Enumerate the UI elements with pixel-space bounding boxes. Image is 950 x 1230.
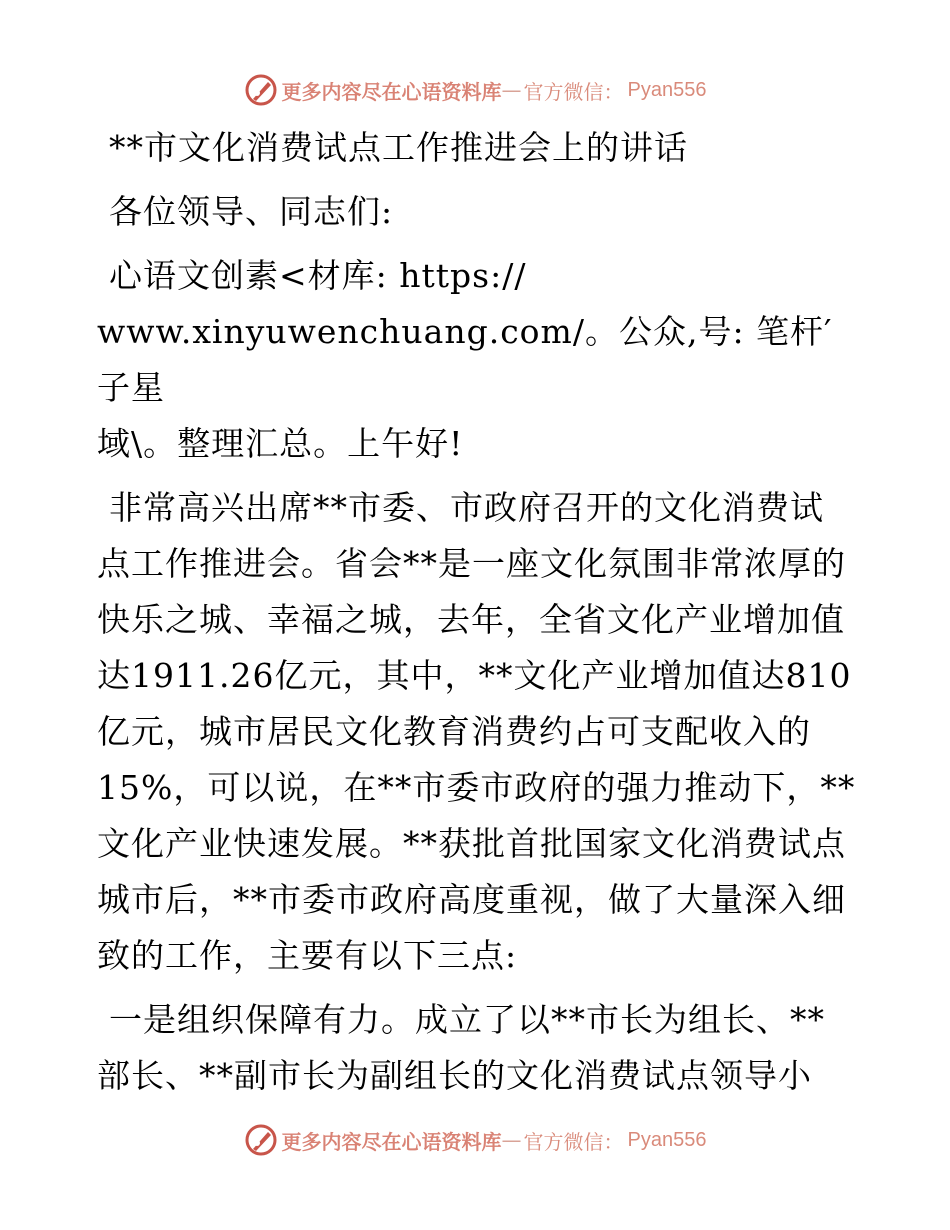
header-wechat-label: 官方微信： (523, 79, 624, 104)
footer-wechat-label: 官方微信： (523, 1129, 624, 1154)
footer-brand: 更多内容尽在心语资料库 (281, 1129, 502, 1154)
pen-circle-logo-icon (244, 1123, 278, 1157)
paragraph-1: 非常高兴出席**市委、市政府召开的文化消费试点工作推进会。省会**是一座文化氛围非常浓厚的快乐之城、幸福之城，去年，全省文化产业增加值达1911.26亿元，其中，**文化产业增加值达810亿元，城市居民文化教育消费约占可支配收入的15%，可以说，在**市委市政府的强力推动下，**文化产业快速发展。**获批首批国家文化消费试点城市后，**市委市政府高度重视，做了大量深入细致的工作，主要有以下三点: (97, 488, 856, 975)
source-line-1: 心语文创素<材库: https:// (109, 256, 527, 295)
header-banner (0, 70, 950, 110)
header-brand: 更多内容尽在心语资料库 (281, 79, 502, 104)
source-line-2: www.xinyuwenchuang.com/。公众,号: 笔杆′子星 (97, 312, 833, 407)
header-wechat-id: Pyan556 (627, 78, 707, 101)
header-separator: — (501, 78, 522, 102)
greeting: 各位领导、同志们: (109, 192, 394, 231)
footer-banner (0, 1120, 950, 1160)
footer-separator: — (501, 1128, 522, 1152)
pen-circle-logo-icon (244, 73, 278, 107)
source-note (97, 248, 857, 472)
paragraph-2: 一是组织保障有力。成立了以**市长为组长、**部长、**副市长为副组长的文化消费试点领导小 (97, 1000, 825, 1095)
document-body (97, 120, 857, 1112)
footer-wechat-id: Pyan556 (627, 1128, 707, 1151)
document-title: **市文化消费试点工作推进会上的讲话 (109, 128, 688, 167)
source-line-3: 域\。整理汇总。上午好! (97, 424, 464, 463)
